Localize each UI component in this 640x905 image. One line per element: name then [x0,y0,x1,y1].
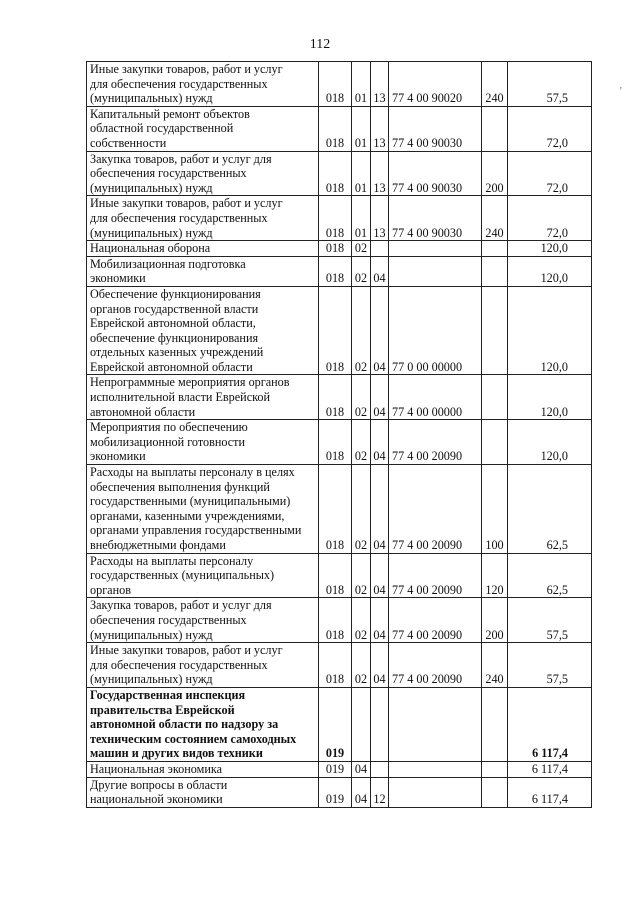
row-name-line: Капитальный ремонт объектов [90,106,250,121]
row-name [87,151,319,196]
row-name-line: правительства Еврейской [90,702,235,717]
table-row [87,151,592,196]
expense-type: 240 [482,643,508,688]
ministry-code: 018 [319,553,352,598]
row-name-line: Закупка товаров, работ и услуг для [90,151,272,166]
expense-type [482,687,508,761]
budget-table [86,61,592,808]
section-code: 04 [352,761,371,777]
ministry-code: 018 [319,196,352,241]
row-name-line: Государственная инспекция [90,687,246,702]
row-name-line: обеспечения государственных [90,612,247,627]
table-row [87,196,592,241]
subsection-code: 04 [371,375,389,420]
expense-type: 100 [482,465,508,554]
row-name [87,553,319,598]
table-row [87,761,592,777]
row-name-line: национальной экономики [90,792,223,807]
subsection-code: 04 [371,286,389,375]
subsection-code: 04 [371,420,389,465]
row-name-line: машин и других видов техники [90,746,263,761]
table-row [87,241,592,257]
row-name-line: Национальная экономика [90,761,223,776]
target-article [389,687,482,761]
row-name [87,375,319,420]
target-article: 77 4 00 90030 [389,106,482,151]
row-name [87,465,319,554]
expense-type [482,286,508,375]
amount: 62,5 [508,465,592,554]
subsection-code: 13 [371,151,389,196]
section-code: 02 [352,553,371,598]
expense-type: 120 [482,553,508,598]
row-name-line: Иные закупки товаров, работ и услуг [90,62,283,76]
row-name-line: органов государственной власти [90,301,259,316]
row-name [87,62,319,107]
row-name-line: областной государственной [90,121,234,136]
table-row [87,553,592,598]
target-article [389,777,482,807]
margin-mark: ' [620,86,622,97]
ministry-code: 018 [319,256,352,286]
row-name-line: (муниципальных) нужд [90,180,213,195]
row-name-line: Иные закупки товаров, работ и услуг [90,643,283,658]
target-article: 77 4 00 20090 [389,643,482,688]
row-name-line: Расходы на выплаты персоналу [90,553,254,568]
table-row [87,465,592,554]
row-name [87,256,319,286]
row-name [87,196,319,241]
row-name-line: (муниципальных) нужд [90,91,213,106]
table-row [87,106,592,151]
expense-type [482,106,508,151]
expense-type: 240 [482,196,508,241]
target-article: 77 4 00 20090 [389,553,482,598]
row-name-line: техническим состоянием самоходных [90,731,297,746]
table-row [87,375,592,420]
subsection-code: 04 [371,643,389,688]
expense-type [482,375,508,420]
row-name-line: для обеспечения государственных [90,657,268,672]
section-code: 02 [352,241,371,257]
row-name-line: Закупка товаров, работ и услуг для [90,598,272,613]
table-row [87,687,592,761]
section-code: 02 [352,286,371,375]
row-name-line: Расходы на выплаты персоналу в целях [90,465,295,480]
row-name-line: мобилизационной готовности [90,434,246,449]
subsection-code: 04 [371,553,389,598]
row-name [87,643,319,688]
expense-type: 240 [482,62,508,107]
amount: 6 117,4 [508,777,592,807]
target-article: 77 4 00 90020 [389,62,482,107]
section-code: 02 [352,598,371,643]
section-code: 01 [352,151,371,196]
section-code: 01 [352,62,371,107]
expense-type: 200 [482,151,508,196]
amount: 6 117,4 [508,687,592,761]
amount: 72,0 [508,196,592,241]
row-name [87,106,319,151]
row-name-line: внебюджетными фондами [90,538,226,552]
target-article [389,761,482,777]
section-code: 01 [352,196,371,241]
target-article: 77 4 00 20090 [389,598,482,643]
row-name-line: Еврейской автономной области, [90,316,256,331]
row-name-line: (муниципальных) нужд [90,627,213,642]
expense-type [482,777,508,807]
target-article [389,256,482,286]
amount: 62,5 [508,553,592,598]
row-name [87,241,319,257]
row-name-line: (муниципальных) нужд [90,225,213,240]
expense-type [482,241,508,257]
row-name-line: обеспечения государственных [90,166,247,181]
expense-type [482,256,508,286]
row-name [87,598,319,643]
target-article [389,241,482,257]
page-number: 112 [309,37,331,52]
amount: 120,0 [508,375,592,420]
ministry-code: 018 [319,286,352,375]
expense-type [482,761,508,777]
section-code [352,687,371,761]
section-code: 02 [352,420,371,465]
amount: 57,5 [508,598,592,643]
table-row [87,256,592,286]
row-name-line: исполнительной власти Еврейской [90,390,271,405]
subsection-code [371,241,389,257]
amount: 57,5 [508,643,592,688]
row-name-line: государственными (муниципальными) [90,494,291,509]
expense-type [482,420,508,465]
row-name-line: органами, казенными учреждениями, [90,508,285,523]
table-row [87,598,592,643]
row-name-line: Еврейской автономной области [90,359,253,374]
section-code: 02 [352,375,371,420]
ministry-code: 019 [319,761,352,777]
amount: 72,0 [508,151,592,196]
row-name [87,777,319,807]
amount: 72,0 [508,106,592,151]
row-name [87,687,319,761]
table-row [87,420,592,465]
amount: 120,0 [508,420,592,465]
row-name-line: отдельных казенных учреждений [90,345,264,360]
row-name-line: для обеспечения государственных [90,210,268,225]
ministry-code: 018 [319,598,352,643]
row-name-line: обеспечение функционирования [90,330,259,345]
row-name-line: Мероприятия по обеспечению [90,420,248,435]
row-name-line: органов [90,582,131,597]
ministry-code: 018 [319,465,352,554]
row-name [87,286,319,375]
subsection-code: 13 [371,62,389,107]
budget-table-body [87,62,592,808]
subsection-code [371,687,389,761]
ministry-code: 019 [319,687,352,761]
row-name-line: собственности [90,135,167,150]
target-article: 77 4 00 20090 [389,420,482,465]
section-code: 02 [352,465,371,554]
section-code: 04 [352,777,371,807]
table-row [87,286,592,375]
ministry-code: 018 [319,106,352,151]
row-name-line: Обеспечение функционирования [90,286,261,301]
row-name-line: (муниципальных) нужд [90,672,213,687]
table-row [87,62,592,107]
row-name-line: экономики [90,449,146,464]
row-name-line: автономной области по надзору за [90,717,279,732]
target-article: 77 4 00 90030 [389,196,482,241]
target-article: 77 4 00 20090 [389,465,482,554]
subsection-code: 12 [371,777,389,807]
row-name-line: Национальная оборона [90,241,211,256]
row-name [87,761,319,777]
target-article: 77 4 00 90030 [389,151,482,196]
ministry-code: 018 [319,643,352,688]
row-name-line: Иные закупки товаров, работ и услуг [90,196,283,211]
row-name [87,420,319,465]
section-code: 01 [352,106,371,151]
subsection-code [371,761,389,777]
ministry-code: 019 [319,777,352,807]
row-name-line: обеспечения выполнения функций [90,479,270,494]
section-code: 02 [352,643,371,688]
row-name-line: автономной области [90,404,196,419]
section-code: 02 [352,256,371,286]
ministry-code: 018 [319,375,352,420]
row-name-line: Другие вопросы в области [90,777,228,792]
amount: 120,0 [508,286,592,375]
amount: 57,5 [508,62,592,107]
expense-type: 200 [482,598,508,643]
row-name-line: Мобилизационная подготовка [90,256,246,271]
row-name-line: государственных (муниципальных) [90,568,275,583]
subsection-code: 13 [371,196,389,241]
row-name-line: экономики [90,271,146,286]
ministry-code: 018 [319,420,352,465]
target-article: 77 4 00 00000 [389,375,482,420]
row-name-line: органами управления государственными [90,523,302,538]
subsection-code: 04 [371,256,389,286]
ministry-code: 018 [319,241,352,257]
amount: 120,0 [508,256,592,286]
subsection-code: 04 [371,465,389,554]
row-name-line: для обеспечения государственных [90,76,268,91]
amount: 6 117,4 [508,761,592,777]
subsection-code: 13 [371,106,389,151]
ministry-code: 018 [319,62,352,107]
subsection-code: 04 [371,598,389,643]
table-row [87,643,592,688]
amount: 120,0 [508,241,592,257]
table-row [87,777,592,807]
target-article: 77 0 00 00000 [389,286,482,375]
row-name-line: Непрограммные мероприятия органов [90,375,290,390]
ministry-code: 018 [319,151,352,196]
